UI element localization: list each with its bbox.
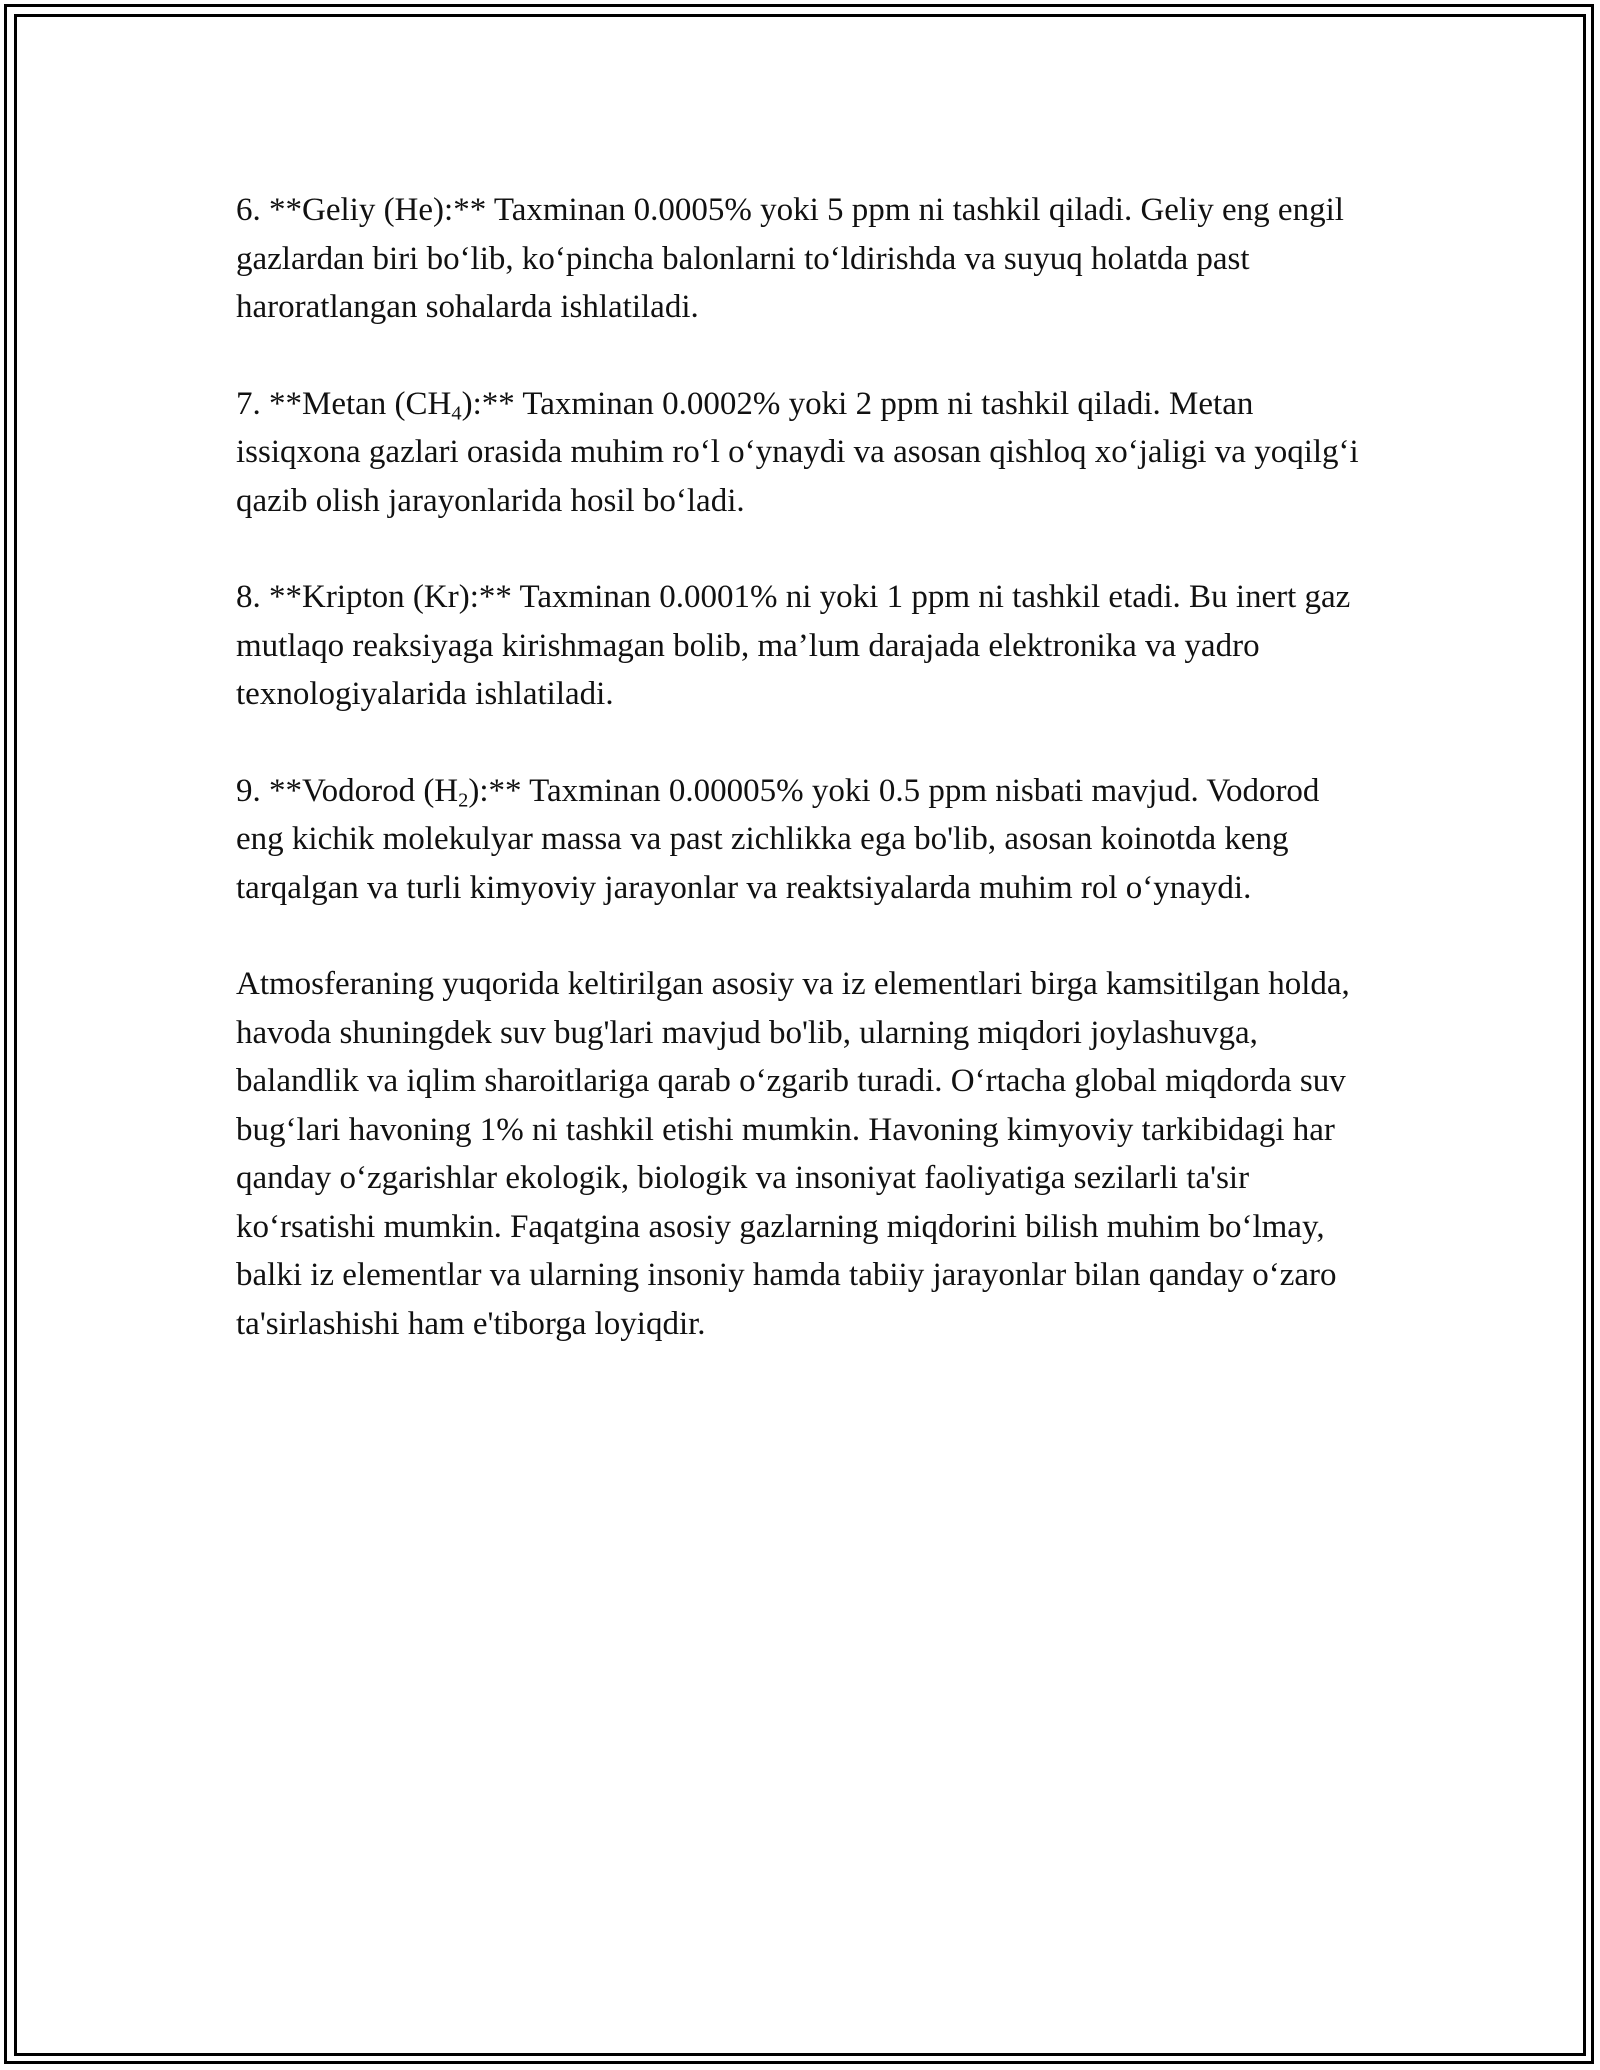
paragraph-summary: [236, 960, 1366, 1348]
paragraph-methane-text-start: 7. **Metan (CH: [236, 385, 452, 422]
paragraph-methane-text-end: ):** Taxminan 0.0002% yoki 2 ppm ni tashkil qiladi. Metan issiqxona gazlari orasida muhim ro‘l o‘ynaydi va asosan qishloq xo‘jaligi va yoqilg‘i qazib olish jarayonlarida hosil bo‘ladi.: [236, 385, 1359, 519]
paragraph-hydrogen-text-end: ):** Taxminan 0.00005% yoki 0.5 ppm nisbati mavjud. Vodorod eng kichik molekulyar massa va past zichlikka ega bo'lib, asosan koinotda keng tarqalgan va turli kimyoviy jarayonlar va reaktsiyalarda muhim rol o‘ynaydi.: [236, 772, 1320, 906]
paragraph-krypton-text: 8. **Kripton (Kr):** Taxminan 0.0001% ni yoki 1 ppm ni tashkil etadi. Bu inert gaz mutlaqo reaksiyaga kirishmagan bolib, ma’lum darajada elektronika va yadro texnologiyalarida ishlatiladi.: [236, 579, 1351, 712]
paragraph-helium: [236, 186, 1366, 332]
paragraph-helium-text: 6. **Geliy (He):** Taxminan 0.0005% yoki 5 ppm ni tashkil qiladi. Geliy eng engil gazlardan biri bo‘lib, ko‘pincha balonlarni to‘ldirishda va suyuq holatda past haroratlangan sohalarda ishlatiladi.: [236, 192, 1344, 325]
paragraph-hydrogen: [236, 767, 1366, 913]
document-body: [236, 186, 1366, 1396]
methane-subscript: 4: [451, 402, 462, 425]
paragraph-krypton: [236, 573, 1366, 719]
hydrogen-subscript: 2: [458, 789, 469, 812]
paragraph-methane: [236, 380, 1366, 526]
paragraph-hydrogen-text-start: 9. **Vodorod (H: [236, 772, 459, 809]
paragraph-summary-text: Atmosferaning yuqorida keltirilgan asosiy va iz elementlari birga kamsitilgan holda, havoda shuningdek suv bug'lari mavjud bo'lib, ularning miqdori joylashuvga, balandlik va iqlim sharoitlariga qarab o‘zgarib turadi. O‘rtacha global miqdorda suv bug‘lari havoning 1% ni tashkil etishi mumkin. Havoning kimyoviy tarkibidagi har qanday o‘zgarishlar ekologik, biologik va insoniyat faoliyatiga sezilarli ta'sir ko‘rsatishi mumkin. Faqatgina asosiy gazlarning miqdorini bilish muhim bo‘lmay, balki iz elementlar va ularning insoniy hamda tabiiy jarayonlar bilan qanday o‘zaro ta'sirlashishi ham e'tiborga loyiqdir.: [236, 966, 1350, 1342]
